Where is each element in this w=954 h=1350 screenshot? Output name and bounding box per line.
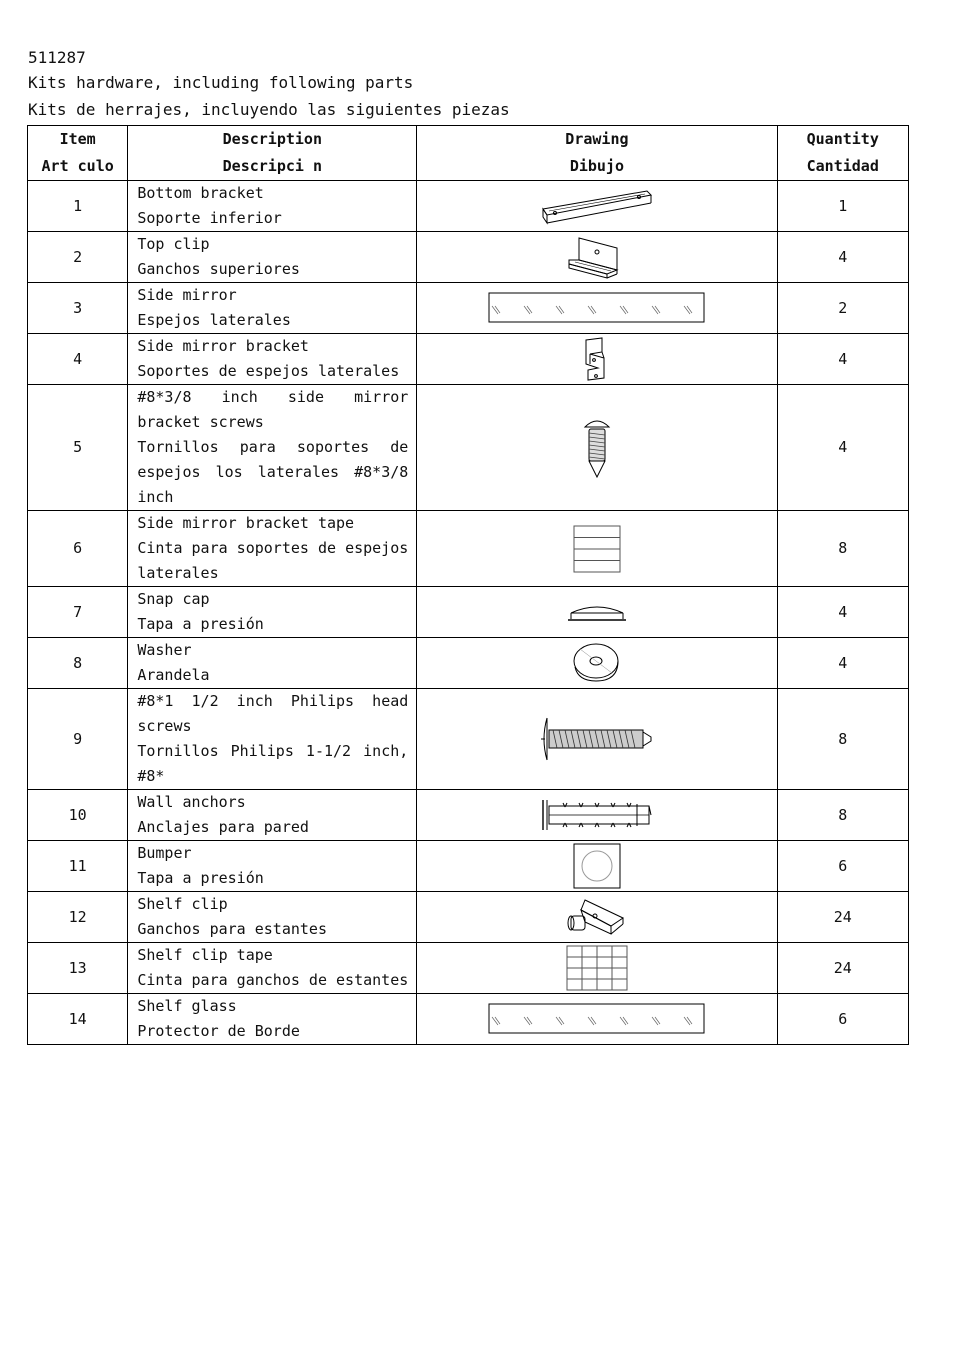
item-quantity: 4	[777, 334, 908, 385]
table-header-row	[28, 126, 909, 181]
item-description: Side mirror Espejos laterales	[128, 283, 417, 334]
table-row	[28, 689, 909, 790]
item-number: 4	[28, 334, 128, 385]
item-quantity: 8	[777, 790, 908, 841]
item-description: Shelf glass Protector de Borde	[128, 994, 417, 1045]
title-english: Kits hardware, including following parts	[28, 73, 414, 92]
item-number: 8	[28, 638, 128, 689]
item-quantity: 4	[777, 232, 908, 283]
header-description: Description Descripci n	[128, 126, 417, 181]
item-description: Side mirror bracket tape Cinta para soportes de espejos laterales	[128, 511, 417, 587]
item-description: Bottom bracket Soporte inferior	[128, 181, 417, 232]
table-row	[28, 334, 909, 385]
table-row	[28, 943, 909, 994]
item-number: 7	[28, 587, 128, 638]
side-mirror-drawing	[417, 283, 777, 334]
item-description: Shelf clip Ganchos para estantes	[128, 892, 417, 943]
item-quantity: 6	[777, 841, 908, 892]
item-number: 13	[28, 943, 128, 994]
item-quantity: 1	[777, 181, 908, 232]
item-number: 9	[28, 689, 128, 790]
bottom-bracket-drawing	[417, 181, 777, 232]
table-row	[28, 511, 909, 587]
table-row	[28, 994, 909, 1045]
table-row	[28, 587, 909, 638]
top-clip-drawing	[417, 232, 777, 283]
item-quantity: 6	[777, 994, 908, 1045]
item-quantity: 8	[777, 511, 908, 587]
shelf-clip-drawing	[417, 892, 777, 943]
item-description: Snap cap Tapa a presión	[128, 587, 417, 638]
item-number: 1	[28, 181, 128, 232]
snap-cap-drawing	[417, 587, 777, 638]
item-number: 2	[28, 232, 128, 283]
table-row	[28, 232, 909, 283]
item-quantity: 4	[777, 638, 908, 689]
item-description: Bumper Tapa a presión	[128, 841, 417, 892]
table-row	[28, 790, 909, 841]
item-description: Wall anchors Anclajes para pared	[128, 790, 417, 841]
header-quantity: Quantity Cantidad	[777, 126, 908, 181]
table-row	[28, 283, 909, 334]
item-description: Side mirror bracket Soportes de espejos laterales	[128, 334, 417, 385]
item-description: Top clip Ganchos superiores	[128, 232, 417, 283]
table-row	[28, 892, 909, 943]
item-quantity: 4	[777, 587, 908, 638]
item-description: #8*1 1/2 inch Philips head screws Tornillos Philips 1-1/2 inch, #8*	[128, 689, 417, 790]
item-number: 11	[28, 841, 128, 892]
table-row	[28, 385, 909, 511]
parts-table	[27, 125, 909, 1045]
bracket-tape-drawing	[417, 511, 777, 587]
item-number: 3	[28, 283, 128, 334]
item-quantity: 24	[777, 943, 908, 994]
item-quantity: 24	[777, 892, 908, 943]
side-mirror-bracket-drawing	[417, 334, 777, 385]
wall-anchors-drawing	[417, 790, 777, 841]
item-description: Shelf clip tape Cinta para ganchos de estantes	[128, 943, 417, 994]
document-code: 511287	[28, 48, 86, 67]
item-number: 12	[28, 892, 128, 943]
header-item: Item Art culo	[28, 126, 128, 181]
item-number: 14	[28, 994, 128, 1045]
bumper-drawing	[417, 841, 777, 892]
item-quantity: 4	[777, 385, 908, 511]
item-quantity: 2	[777, 283, 908, 334]
washer-drawing	[417, 638, 777, 689]
shelf-clip-tape-drawing	[417, 943, 777, 994]
title-spanish: Kits de herrajes, incluyendo las siguientes piezas	[28, 100, 510, 119]
shelf-glass-drawing	[417, 994, 777, 1045]
item-quantity: 8	[777, 689, 908, 790]
item-number: 10	[28, 790, 128, 841]
header-drawing: Drawing Dibujo	[417, 126, 777, 181]
item-description: #8*3/8 inch side mirror bracket screws Tornillos para soportes de espejos los laterales #8*3/8 inch	[128, 385, 417, 511]
item-description: Washer Arandela	[128, 638, 417, 689]
item-number: 6	[28, 511, 128, 587]
small-screw-drawing	[417, 385, 777, 511]
table-row	[28, 181, 909, 232]
table-row	[28, 841, 909, 892]
philips-screw-drawing	[417, 689, 777, 790]
item-number: 5	[28, 385, 128, 511]
table-row	[28, 638, 909, 689]
